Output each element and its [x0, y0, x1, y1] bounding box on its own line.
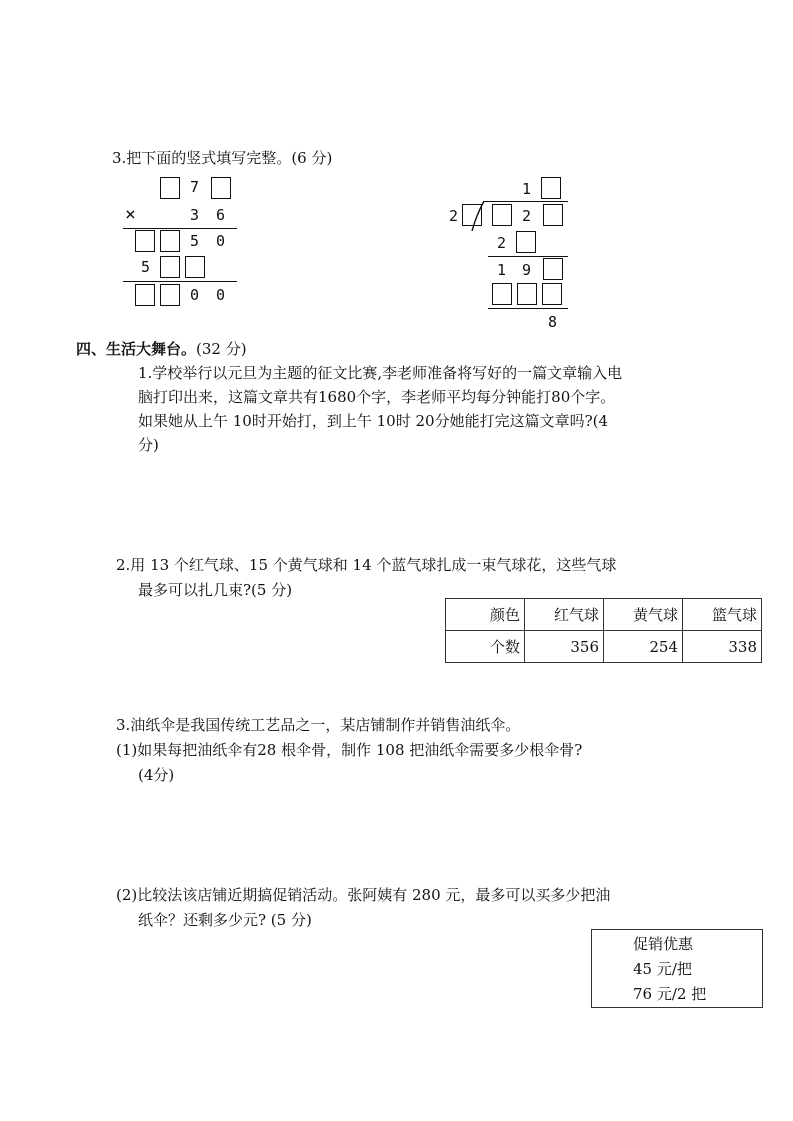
- problem-2-line: 2.用 13 个红气球、15 个黄气球和 14 个蓝气球扎成一束气球花，这些气球: [116, 556, 617, 574]
- table-cell: 黄气球: [604, 599, 683, 631]
- problem-3-sub1: (1)如果每把油纸伞有28 根伞骨，制作 108 把油纸伞需要多少根伞骨?: [116, 741, 583, 759]
- table-cell: 个数: [446, 631, 525, 663]
- blank-box[interactable]: [160, 256, 180, 278]
- rule-line: [123, 281, 237, 282]
- problem-3-intro: 3.油纸伞是我国传统工艺品之一，某店铺制作并销售油纸伞。: [116, 716, 521, 734]
- digit: 1: [497, 261, 507, 279]
- problem-3-sub1: (4分): [138, 766, 175, 784]
- blank-box[interactable]: [160, 230, 180, 252]
- blank-box[interactable]: [516, 231, 536, 253]
- table-cell: 254: [604, 631, 683, 663]
- balloon-table: [445, 598, 762, 663]
- table-row: [446, 631, 762, 663]
- digit: 9: [522, 261, 532, 279]
- problem-2-line: 最多可以扎几束?(5 分): [138, 581, 293, 599]
- section-title: 四、生活大舞台。: [76, 340, 197, 358]
- table-cell: 篮气球: [683, 599, 762, 631]
- blank-box[interactable]: [462, 204, 482, 226]
- digit: 7: [190, 178, 200, 196]
- blank-box[interactable]: [517, 283, 537, 305]
- promo-line: 76 元/2 把: [633, 985, 707, 1003]
- digit: 2: [497, 234, 507, 252]
- table-cell: 338: [683, 631, 762, 663]
- blank-box[interactable]: [211, 177, 231, 199]
- blank-box[interactable]: [135, 284, 155, 306]
- problem-1-line: 如果她从上午 10时开始打，到上午 10时 20分她能打完这篇文章吗?(4: [138, 412, 609, 430]
- digit: 5: [141, 258, 151, 276]
- blank-box[interactable]: [542, 283, 562, 305]
- problem-1-line: 1.学校举行以元旦为主题的征文比赛,李老师准备将写好的一篇文章输入电: [138, 364, 623, 382]
- promo-box: [591, 929, 763, 1008]
- rule-line: [488, 256, 568, 257]
- divisor-digit: 2: [449, 207, 459, 225]
- table-cell: 颜色: [446, 599, 525, 631]
- blank-box[interactable]: [543, 204, 563, 226]
- blank-box[interactable]: [492, 204, 512, 226]
- section-points: (32 分): [196, 340, 247, 358]
- multiply-sign: ×: [125, 204, 136, 225]
- table-cell: 红气球: [525, 599, 604, 631]
- blank-box[interactable]: [541, 177, 561, 199]
- rule-line: [123, 228, 237, 229]
- blank-box[interactable]: [160, 177, 180, 199]
- digit: 0: [190, 286, 200, 304]
- problem-3-sub2: (2)比较法该店铺近期搞促销活动。张阿姨有 280 元，最多可以买多少把油: [116, 886, 611, 904]
- digit: 2: [522, 207, 532, 225]
- division-bar: [484, 201, 568, 202]
- digit: 5: [190, 232, 200, 250]
- q3-label: 3.把下面的竖式填写完整。(6 分): [112, 149, 333, 167]
- remainder-digit: 8: [548, 313, 558, 331]
- blank-box[interactable]: [185, 256, 205, 278]
- promo-title: 促销优惠: [633, 935, 694, 953]
- promo-line: 45 元/把: [633, 960, 692, 978]
- digit: 0: [216, 286, 226, 304]
- blank-box[interactable]: [160, 284, 180, 306]
- problem-1-line: 分): [138, 436, 159, 454]
- rule-line: [488, 308, 568, 309]
- section-heading: [76, 338, 247, 359]
- digit: 3: [190, 206, 200, 224]
- digit: 6: [216, 206, 226, 224]
- blank-box[interactable]: [135, 230, 155, 252]
- digit: 0: [216, 232, 226, 250]
- digit: 1: [522, 180, 532, 198]
- blank-box[interactable]: [492, 283, 512, 305]
- problem-1-line: 脑打印出来，这篇文章共有1680个字，李老师平均每分钟能打80个字。: [138, 388, 616, 406]
- table-cell: 356: [525, 631, 604, 663]
- blank-box[interactable]: [543, 258, 563, 280]
- problem-3-sub2: 纸伞？还剩多少元? (5 分): [138, 911, 312, 929]
- table-header-row: [446, 599, 762, 631]
